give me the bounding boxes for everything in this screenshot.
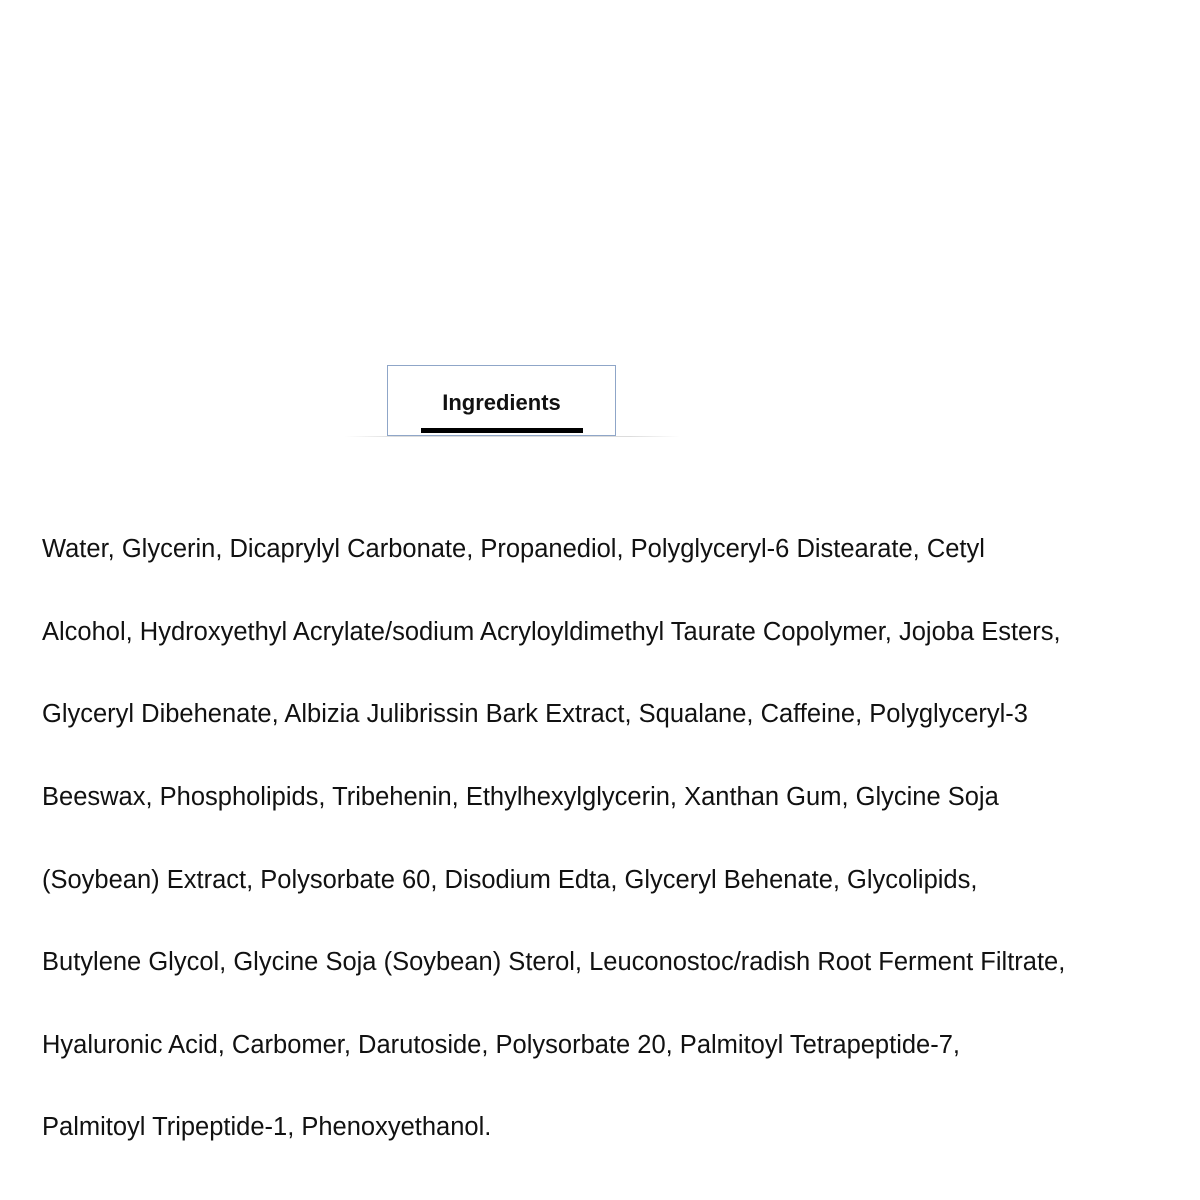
ingredients-line: Butylene Glycol, Glycine Soja (Soybean) Sterol, Leuconostoc/radish Root Ferment Filtrate,: [42, 948, 1066, 977]
tab-ingredients-label: Ingredients: [442, 390, 561, 415]
tab-strip: [345, 365, 680, 439]
ingredients-list: [42, 488, 1182, 1190]
active-tab-indicator: [421, 428, 583, 433]
ingredients-line: Glyceryl Dibehenate, Albizia Julibrissin Bark Extract, Squalane, Caffeine, Polyglyceryl-3: [42, 700, 1028, 729]
ingredients-line: Hyaluronic Acid, Carbomer, Darutoside, Polysorbate 20, Palmitoyl Tetrapeptide-7,: [42, 1030, 960, 1059]
ingredients-line: (Soybean) Extract, Polysorbate 60, Disodium Edta, Glyceryl Behenate, Glycolipids,: [42, 865, 978, 894]
tab-ingredients[interactable]: [387, 365, 616, 436]
ingredients-line: Alcohol, Hydroxyethyl Acrylate/sodium Acryloyldimethyl Taurate Copolymer, Jojoba Esters,: [42, 617, 1061, 646]
tab-divider: [345, 436, 680, 437]
ingredients-line: Water, Glycerin, Dicaprylyl Carbonate, Propanediol, Polyglyceryl-6 Distearate, Cetyl: [42, 535, 985, 564]
ingredients-line: Palmitoyl Tripeptide-1, Phenoxyethanol.: [42, 1113, 492, 1142]
ingredients-line: Beeswax, Phospholipids, Tribehenin, Ethylhexylglycerin, Xanthan Gum, Glycine Soja: [42, 783, 999, 812]
